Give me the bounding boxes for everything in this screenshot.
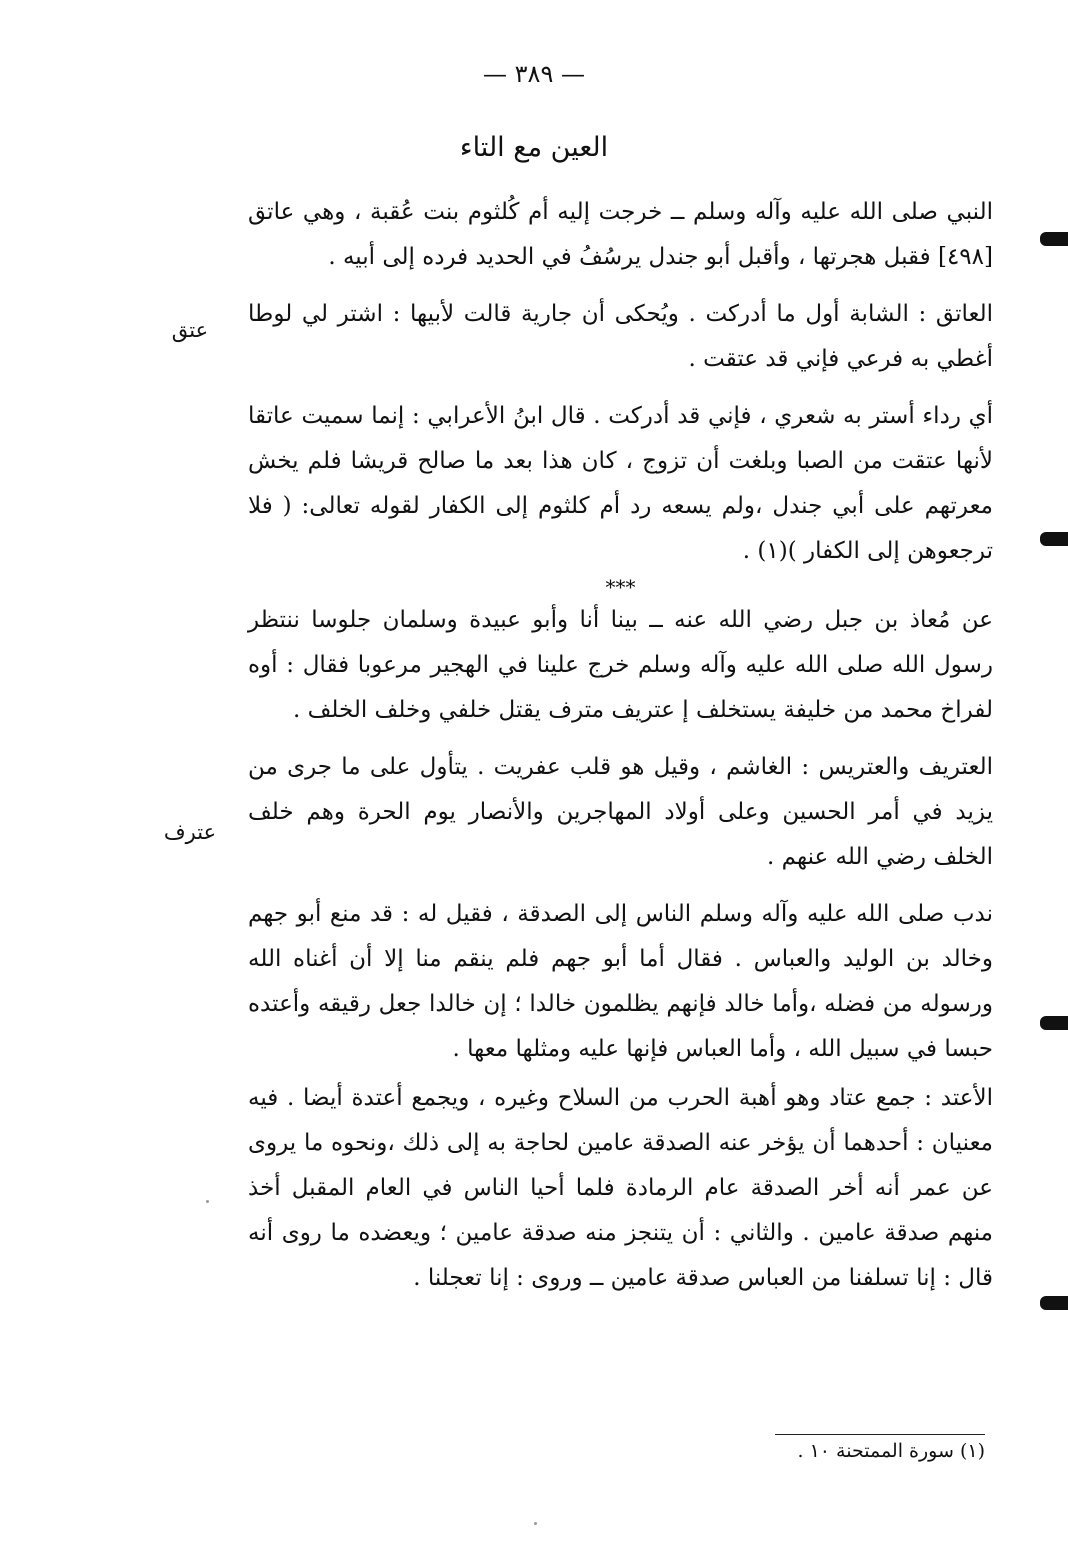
edge-tab-mark — [1040, 232, 1068, 246]
paragraph-3: أي رداء أستر به شعري ، فإني قد أدركت . قال ابنُ الأعرابي : إنما سميت عاتقا لأنها عتقت من الصبا وبلغت أن تزوج ، كان هذا بعد ما صالح قريشا فلم يخش معرتهم على أبي جندل ،ولم يسعه رد أم كلثوم إلى الكفار لقوله تعالى: ( فلا ترجعوهن إلى الكفار )(١) . — [248, 403, 993, 564]
body-text — [248, 190, 993, 1301]
edge-tab-mark — [1040, 532, 1068, 546]
paragraph-4: عن مُعاذ بن جبل رضي الله عنه ــ بينا أنا وأبو عبيدة وسلمان جلوسا ننتظر رسول الله صلى الله عليه وآله وسلم خرج علينا في الهجير مرعوبا فقال : أوه لفراخ محمد من خليفة يستخلف إ عتريف مترف يقتل خلفي وخلف الخلف . — [248, 607, 993, 723]
paragraph-2: العاتق : الشابة أول ما أدركت . ويُحكى أن جارية قالت لأبيها : اشتر لي لوطا أغطي به فرعي فإني قد عتقت . — [248, 301, 993, 372]
scan-speck — [206, 1200, 209, 1203]
paragraph-6: ندب صلى الله عليه وآله وسلم الناس إلى الصدقة ، فقيل له : قد منع أبو جهم وخالد بن الوليد والعباس . فقال أما أبو جهم فلم ينقم منا إلا أن أغناه الله ورسوله من فضله ،وأما خالد فإنهم يظلمون خالدا ؛ إن خالدا جعل رقيقه وأعتده حبسا في سبيل الله ، وأما العباس فإنها عليه ومثلها معها . — [248, 901, 993, 1062]
edge-tab-mark — [1040, 1016, 1068, 1030]
paragraph-7: الأعتد : جمع عتاد وهو أهبة الحرب من السلاح وغيره ، ويجمع أعتدة أيضا . فيه معنيان : أحدهما أن يؤخر عنه الصدقة عامين لحاجة به إلى ذلك ،ونحوه ما يروى عن عمر أنه أخر الصدقة عام الرمادة فلما أحيا الناس في العام المقبل أخذ منهم صدقة عامين . والثاني : أن يتنجز منه صدقة عامين ؛ ويعضده ما روى أنه قال : إنا تسلفنا من العباس صدقة عامين ــ وروى : إنا تعجلنا . — [248, 1085, 993, 1291]
footnote-rule — [775, 1434, 985, 1435]
margin-note-atraf: عترف — [163, 820, 217, 844]
paragraph-1: النبي صلى الله عليه وآله وسلم ــ خرجت إليه أم كُلثوم بنت عُقبة ، وهي عاتق [٤٩٨] فقبل هجرتها ، وأقبل أبو جندل يرسُفُ في الحديد فرده إلى أبيه . — [248, 199, 993, 270]
scan-speck — [534, 1522, 537, 1525]
section-title: العين مع التاء — [459, 132, 609, 163]
section-separator: *** — [605, 575, 636, 599]
paragraph-5: العتريف والعتريس : الغاشم ، وقيل هو قلب عفريت . يتأول على ما جرى من يزيد في أمر الحسين وعلى أولاد المهاجرين والأنصار يوم الحرة وهم خلف الخلف رضي الله عنهم . — [248, 754, 993, 870]
margin-note-atq: عتق — [171, 318, 209, 342]
page-number: — ٣٨٩ — — [483, 60, 585, 88]
edge-tab-mark — [1040, 1296, 1068, 1310]
footnote: (١) سورة الممتحنة ١٠ . — [797, 1440, 985, 1462]
